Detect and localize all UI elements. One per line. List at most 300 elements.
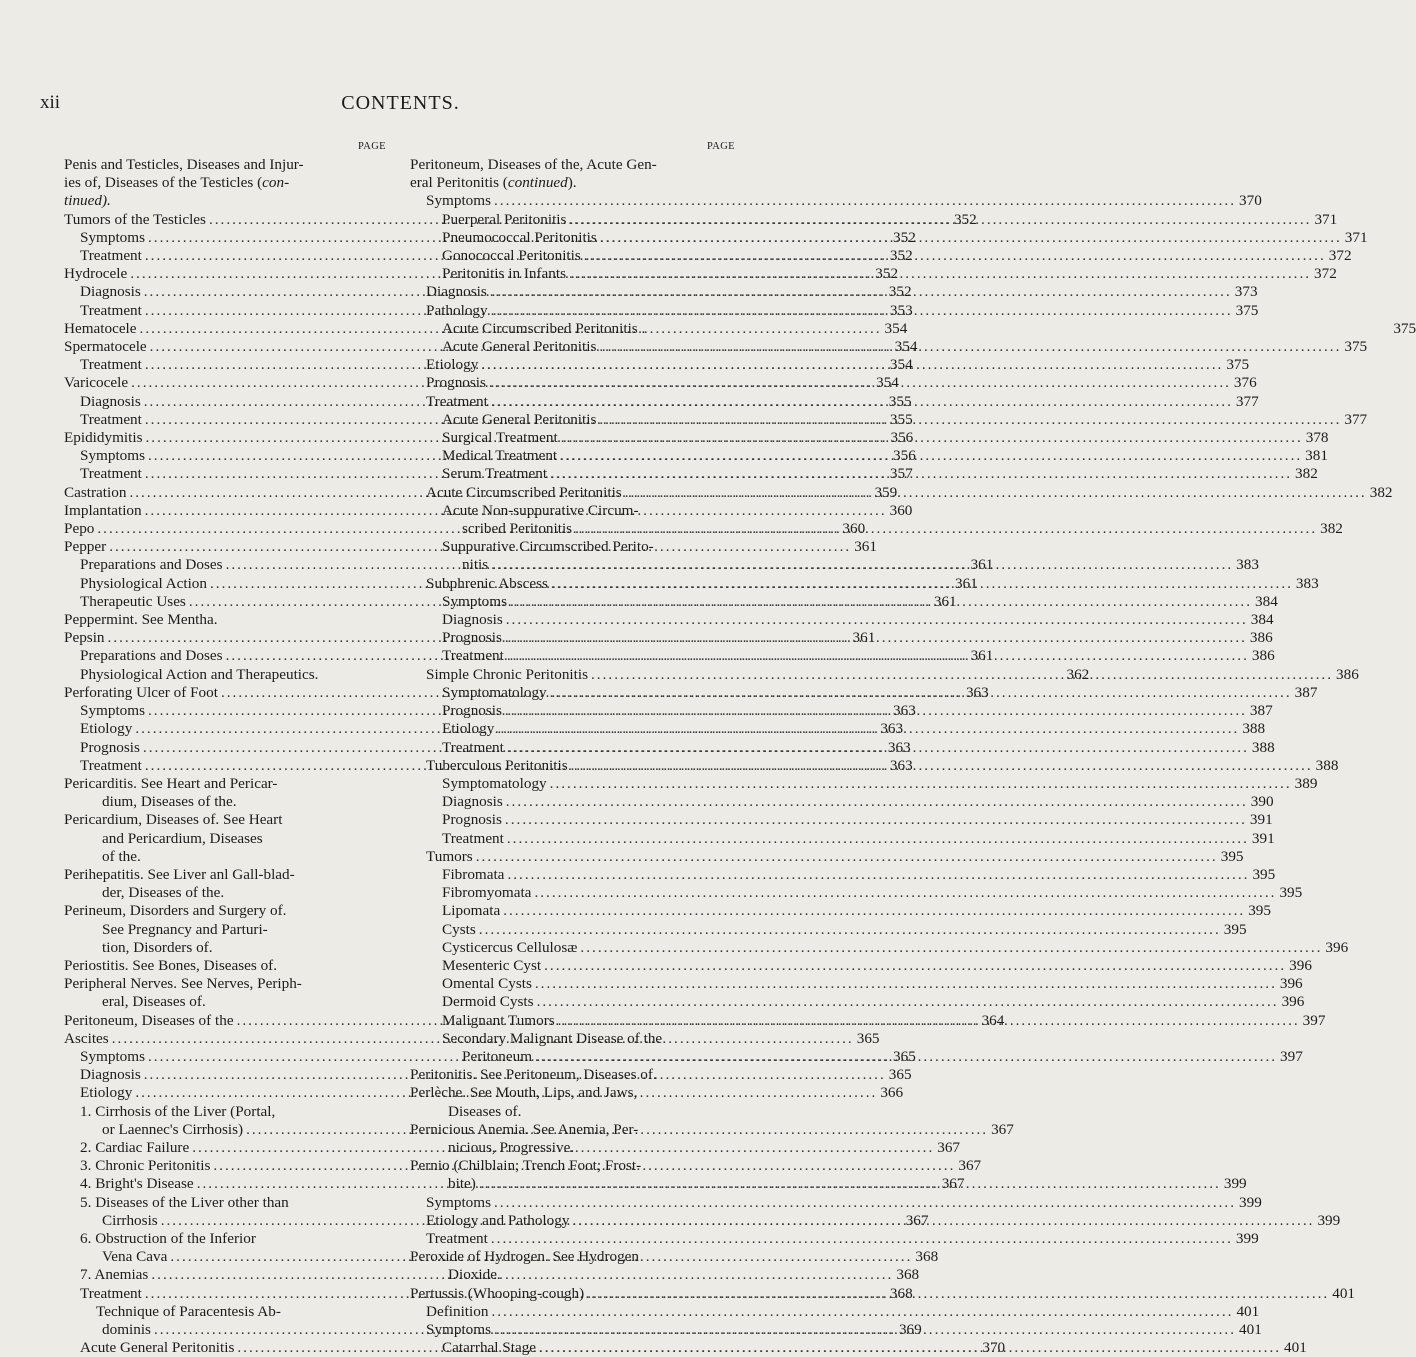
- entry-title: Symptoms: [80, 702, 145, 720]
- entry-page-number: 365: [893, 1047, 916, 1065]
- entry-title: Treatment: [80, 410, 142, 428]
- entry-page-number: 399: [1235, 1229, 1259, 1247]
- italic-continued: continued: [507, 174, 568, 192]
- leader-dots: [571, 757, 1313, 775]
- entry-page-number: 352: [893, 228, 916, 246]
- index-heading-line: [64, 811, 386, 829]
- entry-title: Treatment: [426, 1229, 488, 1247]
- entry-title: Pneumococcal Peritonitis: [442, 228, 597, 246]
- leader-dots: [481, 356, 1223, 374]
- entry-title: Treatment: [442, 829, 504, 847]
- index-heading-line: [64, 1303, 386, 1321]
- line-text: Pernicious Anemia. See Anemia, Per-: [410, 1120, 639, 1138]
- entry-title: Simple Chronic Peritonitis: [426, 665, 588, 683]
- entry-title: Acute General Peritonitis: [442, 410, 597, 428]
- line-text: Peripheral Nerves. See Nerves, Periph-: [64, 975, 302, 993]
- entry-title: bite): [448, 1175, 476, 1193]
- entry-title: Treatment: [426, 392, 488, 410]
- line-text: 6. Obstruction of the Inferior: [80, 1229, 256, 1247]
- entry-title: Symptomatology: [442, 683, 547, 701]
- entry-page-number: 360: [842, 520, 866, 538]
- entry-page-number: 363: [893, 702, 916, 720]
- index-entry: [410, 938, 1349, 957]
- index-entry: [410, 793, 1274, 811]
- line-text: der, Diseases of the.: [102, 884, 225, 902]
- entry-page-number: 377: [1235, 392, 1259, 410]
- index-entry: [64, 283, 912, 301]
- entry-page-number: 375: [1235, 301, 1259, 319]
- entry-page-number: 377: [1344, 410, 1368, 428]
- entry-page-number: 360: [889, 501, 913, 519]
- index-heading-line: [64, 1103, 386, 1121]
- entry-title: dominis: [102, 1321, 151, 1338]
- index-heading-line: [64, 156, 386, 174]
- index-heading-line: [64, 975, 386, 993]
- entry-page-number: 371: [1344, 228, 1368, 246]
- entry-page-number: 399: [1223, 1175, 1247, 1193]
- line-text: dium, Diseases of the.: [102, 793, 237, 811]
- entry-title: 7. Anemias: [80, 1266, 149, 1284]
- entry-title: Acute General Peritonitis: [80, 1339, 235, 1357]
- leader-dots: [535, 975, 1277, 993]
- leader-dots: [572, 1212, 1314, 1230]
- entry-title: Diagnosis: [442, 793, 503, 811]
- leader-dots: [550, 465, 1292, 483]
- entry-page-number: 363: [880, 720, 904, 738]
- entry-page-number: 361: [852, 629, 876, 647]
- line-text: Peritoneum, Diseases of the, Acute Gen-: [410, 156, 657, 173]
- leader-dots: [507, 866, 1249, 884]
- index-heading-line: [64, 902, 386, 920]
- index-heading-line: [410, 1066, 735, 1084]
- entry-page-number: 368: [896, 1266, 920, 1284]
- leader-dots: [584, 247, 1326, 265]
- line-text: eral Peritonitis (: [410, 174, 508, 192]
- index-heading-line: [410, 156, 735, 174]
- index-entry: [410, 902, 1271, 920]
- entry-page-number: 396: [1289, 956, 1312, 974]
- entry-title: Peritoneum: [462, 1047, 533, 1065]
- entry-page-number: 361: [954, 574, 978, 592]
- entry-page-number: 395: [1252, 865, 1276, 883]
- entry-title: Diagnosis: [80, 392, 141, 410]
- entry-title: Hydrocele: [64, 265, 128, 283]
- entry-title: Diagnosis: [442, 611, 503, 629]
- entry-title: Treatment: [80, 465, 142, 483]
- entry-page-number: 397: [1302, 1011, 1326, 1029]
- line-text: Secondary Malignant Disease of the: [442, 1029, 663, 1047]
- entry-title: Prognosis: [426, 374, 486, 392]
- entry-page-number: 352: [875, 265, 899, 283]
- entry-page-number: 375: [1393, 319, 1416, 337]
- entry-title: Omental Cysts: [442, 975, 532, 993]
- entry-page-number: 352: [889, 247, 913, 265]
- entry-page-number: 401: [1332, 1284, 1355, 1302]
- entry-title: 2. Cardiac Failure: [80, 1138, 190, 1156]
- entry-title: Varicocele: [64, 374, 129, 392]
- entry-title: Tumors of the Testicles: [64, 210, 206, 228]
- entry-page-number: 367: [937, 1138, 961, 1156]
- entry-title: Subphrenic Abscess: [426, 574, 548, 592]
- entry-page-number: 367: [905, 1211, 929, 1229]
- entry-title: Lipomata: [442, 902, 501, 920]
- entry-title: Pepper: [64, 538, 107, 556]
- closing-paren: ).: [567, 174, 577, 192]
- entry-title: Physiological Action and Therapeutics.: [80, 665, 319, 683]
- index-heading-line: [64, 611, 386, 629]
- entry-page-number: 363: [887, 738, 911, 756]
- leader-dots: [494, 1194, 1236, 1212]
- index-heading-line: [64, 1230, 386, 1248]
- entry-title: Prognosis: [442, 811, 502, 829]
- leader-dots: [561, 429, 1303, 447]
- leader-dots: [550, 775, 1292, 793]
- entry-title: Symptoms: [80, 228, 145, 246]
- leader-dots: [599, 411, 1341, 429]
- entry-page-number: 395: [1279, 884, 1303, 902]
- entry-title: Treatment: [80, 356, 142, 374]
- index-continuation-line: [64, 993, 386, 1011]
- index-continuation-line: [64, 830, 386, 848]
- entry-page-number: 370: [982, 1339, 1006, 1357]
- entry-page-number: 370: [1239, 192, 1262, 210]
- entry-title: Pertussis (Whooping-cough): [410, 1284, 585, 1302]
- entry-page-number: 372: [1328, 247, 1352, 265]
- line-text: Peroxide of Hydrogen. See Hydrogen: [410, 1248, 640, 1266]
- entry-page-number: 386: [1251, 647, 1275, 665]
- index-entry: [410, 884, 1303, 902]
- line-text: Acute Non-suppurative Circum-: [442, 501, 639, 519]
- entry-page-number: 361: [970, 647, 994, 665]
- entry-page-number: 354: [876, 374, 899, 392]
- line-text: Peritonitis. See Peritoneum, Diseases of.: [410, 1066, 657, 1084]
- leader-dots: [497, 720, 1239, 738]
- entry-title: Etiology: [80, 1084, 133, 1102]
- index-heading-line: [410, 502, 735, 520]
- leader-dots: [491, 302, 1233, 320]
- leader-dots: [537, 993, 1279, 1011]
- entry-page-number: 389: [1294, 774, 1318, 792]
- entry-title: Diagnosis: [80, 1066, 141, 1084]
- leader-dots: [560, 447, 1302, 465]
- line-text: 1. Cirrhosis of the Liver (Portal,: [80, 1102, 276, 1120]
- entry-page-number: 367: [991, 1120, 1014, 1138]
- entry-title: Treatment: [80, 301, 142, 319]
- entry-page-number: 401: [1236, 1302, 1260, 1320]
- leader-dots: [569, 211, 1311, 229]
- line-text: Pericarditis. See Heart and Pericar-: [64, 774, 278, 792]
- leader-dots: [510, 593, 1252, 611]
- entry-page-number: 354: [889, 356, 913, 374]
- entry-page-number: 353: [889, 301, 913, 319]
- leader-dots: [551, 575, 1293, 593]
- entry-title: Dermoid Cysts: [442, 993, 534, 1011]
- page-number: xii: [40, 92, 61, 113]
- entry-page-number: 375: [1344, 338, 1368, 356]
- index-continuation-line: [64, 939, 386, 957]
- entry-title: Fibromata: [442, 865, 505, 883]
- line-text: Periostitis. See Bones, Diseases of.: [64, 956, 278, 974]
- entry-page-number: 366: [880, 1084, 904, 1102]
- index-entry: [410, 847, 1244, 866]
- index-heading-line: [410, 1084, 735, 1102]
- entry-title: Prognosis: [80, 738, 140, 756]
- index-heading-line: [410, 1157, 735, 1175]
- entry-title: Serum Treatment: [442, 465, 548, 483]
- entry-page-number: 355: [888, 392, 912, 410]
- entry-title: Treatment: [442, 738, 504, 756]
- entry-page-number: 395: [1248, 902, 1271, 920]
- entry-title: Symptoms: [442, 592, 507, 610]
- entry-title: Acute Circumscribed Peritonitis: [426, 483, 622, 501]
- entry-page-number: 363: [889, 756, 913, 774]
- index-heading-line: [64, 957, 386, 975]
- leader-dots: [507, 739, 1249, 757]
- entry-title: Etiology and Pathology: [426, 1211, 570, 1229]
- index-continuation-line: [64, 921, 386, 939]
- entry-page-number: 364: [981, 1011, 1005, 1029]
- entry-page-number: 354: [884, 319, 908, 337]
- entry-page-number: 395: [1223, 920, 1247, 938]
- entry-page-number: 388: [1242, 720, 1266, 738]
- entry-title: Perforating Ulcer of Foot: [64, 683, 218, 701]
- entry-page-number: 356: [893, 447, 916, 465]
- index-heading-line: [410, 174, 735, 192]
- entry-page-number: 365: [856, 1029, 880, 1047]
- leader-dots: [494, 1321, 1236, 1339]
- index-heading-line: [64, 192, 386, 210]
- leader-dots: [600, 229, 1342, 247]
- entry-page-number: 363: [965, 683, 989, 701]
- index-entry: [410, 956, 1312, 975]
- line-text: See Pregnancy and Parturi-: [102, 920, 268, 938]
- line-text: Suppurative Circumscribed Perito-: [442, 538, 654, 556]
- leader-dots: [505, 811, 1247, 829]
- entry-page-number: 378: [1305, 429, 1329, 447]
- entry-title: Pathology: [426, 301, 488, 319]
- leader-dots: [506, 611, 1248, 629]
- entry-title: 4. Bright's Disease: [80, 1175, 194, 1193]
- entry-page-number: 361: [970, 556, 994, 574]
- line-text: eral, Diseases of.: [102, 993, 206, 1011]
- leader-dots: [494, 192, 1236, 210]
- entry-page-number: 359: [874, 483, 898, 501]
- entry-page-number: 396: [1325, 938, 1349, 956]
- entry-title: Acute Circumscribed Peritonitis .: [442, 319, 646, 337]
- entry-title: Medical Treatment: [442, 447, 558, 465]
- leader-dots: [491, 1303, 1233, 1321]
- entry-page-number: 361: [854, 538, 877, 556]
- column-page-label: PAGE: [706, 141, 735, 152]
- entry-title: Treatment: [80, 247, 142, 265]
- entry-page-number: 396: [1279, 975, 1303, 993]
- index-entry: [410, 774, 1318, 793]
- entry-page-number: 365: [888, 1066, 912, 1084]
- entry-title: Mesenteric Cyst: [442, 956, 542, 974]
- leader-dots: [544, 957, 1286, 975]
- index-entry: [410, 811, 1273, 829]
- entry-title: Prognosis: [442, 629, 502, 647]
- index-entry: [410, 993, 1305, 1011]
- entry-title: Etiology: [426, 356, 479, 374]
- entry-page-number: 368: [915, 1248, 939, 1266]
- entry-page-number: 356: [890, 429, 914, 447]
- entry-title: Malignant Tumors: [442, 1011, 555, 1029]
- index-entry: [410, 829, 1275, 848]
- line-text: of the.: [102, 847, 141, 865]
- entry-title: Surgical Treatment: [442, 429, 558, 447]
- entry-page-number: 388: [1315, 756, 1339, 774]
- entry-page-number: 372: [1314, 265, 1337, 283]
- leader-dots: [591, 666, 1333, 684]
- entry-title: Hematocele: [64, 319, 137, 337]
- column-page-label: PAGE: [357, 141, 386, 152]
- leader-dots: [476, 848, 1218, 866]
- index-heading-line: [64, 174, 386, 192]
- page-title: CONTENTS.: [341, 92, 460, 114]
- entry-page-number: 387: [1294, 683, 1318, 701]
- entry-page-number: 383: [1295, 574, 1319, 592]
- entry-page-number: 387: [1249, 702, 1273, 720]
- entry-page-number: 386: [1336, 665, 1359, 683]
- entry-title: Tumors: [426, 847, 473, 865]
- index-continuation-line: [64, 793, 386, 811]
- italic-con: con-: [262, 174, 290, 192]
- line-text: ies of, Diseases of the Testicles (: [64, 174, 263, 192]
- index-heading-line: [64, 775, 386, 793]
- leader-dots: [489, 374, 1231, 392]
- line-text: Peppermint. See Mentha.: [64, 611, 218, 629]
- entry-title: Peritoneum, Diseases of the: [64, 1011, 234, 1029]
- leader-dots: [490, 283, 1232, 301]
- entry-page-number: 375: [1226, 356, 1250, 374]
- line-text: Penis and Testicles, Diseases and Injur-: [64, 156, 304, 173]
- entry-page-number: 399: [1239, 1193, 1262, 1211]
- leader-dots: [550, 684, 1292, 702]
- index-entry: [64, 720, 904, 738]
- index-heading-line: [410, 1248, 735, 1266]
- entry-title: Etiology: [80, 720, 133, 738]
- line-text: Diseases of.: [448, 1102, 522, 1120]
- entry-page-number: 376: [1233, 374, 1257, 392]
- line-text: 5. Diseases of the Liver other than: [80, 1193, 289, 1211]
- entry-title: Pepo: [64, 520, 95, 538]
- leader-dots: [491, 1230, 1233, 1248]
- entry-title: Therapeutic Uses: [80, 592, 186, 610]
- line-text: and Pericardium, Diseases: [102, 829, 263, 847]
- leader-dots: [587, 1285, 1329, 1303]
- entry-title: Symptoms: [80, 447, 145, 465]
- entry-title: Symptoms: [426, 1321, 491, 1338]
- entry-title: Cysts: [442, 920, 476, 938]
- entry-title: Preparations and Doses: [80, 647, 223, 665]
- leader-dots: [505, 629, 1247, 647]
- index-entry: [410, 192, 1262, 210]
- entry-page-number: 396: [1281, 993, 1305, 1011]
- line-text: Perineum, Disorders and Surgery of.: [64, 902, 287, 920]
- entry-page-number: 373: [1234, 283, 1258, 301]
- entry-title: Symptoms: [80, 1047, 145, 1065]
- entry-page-number: 357: [889, 465, 913, 483]
- leader-dots: [503, 902, 1245, 920]
- leader-dots: [479, 1175, 1221, 1193]
- entry-title: Etiology: [442, 720, 495, 738]
- entry-title: Gonococcal Peritonitis: [442, 247, 581, 265]
- entry-page-number: 367: [958, 1157, 982, 1175]
- entry-page-number: 367: [941, 1175, 965, 1193]
- entry-title: Ascites: [64, 1029, 109, 1047]
- entry-title: Definition: [426, 1302, 489, 1320]
- entry-page-number: 391: [1251, 829, 1275, 847]
- leader-dots: [575, 520, 1317, 538]
- index-entry: [410, 865, 1276, 884]
- index-entry: [410, 1229, 1259, 1248]
- entry-page-number: 352: [888, 283, 912, 301]
- entry-title: Symptoms: [426, 1193, 491, 1211]
- index-heading-line: [410, 538, 735, 556]
- entry-title: Symptoms: [426, 192, 491, 210]
- entry-title: Diagnosis: [80, 283, 141, 301]
- entry-page-number: 390: [1250, 793, 1274, 811]
- entry-page-number: 368: [889, 1284, 913, 1302]
- entry-title: Spermatocele: [64, 338, 147, 356]
- entry-page-number: 397: [1280, 1047, 1303, 1065]
- leader-dots: [491, 556, 1233, 574]
- entry-title: Catarrhal Stage: [442, 1339, 537, 1357]
- entry-title: Cirrhosis: [102, 1211, 158, 1229]
- entry-page-number: 371: [1314, 210, 1338, 228]
- entry-title: Treatment: [80, 1284, 142, 1302]
- entry-title: Vena Cava: [102, 1248, 168, 1266]
- line-text: Pericardium, Diseases of. See Heart: [64, 811, 283, 829]
- line-text: Pernio (Chilblain; Trench Foot; Frost-: [410, 1157, 642, 1175]
- entry-page-number: 369: [898, 1321, 922, 1338]
- entry-page-number: 382: [1295, 465, 1318, 483]
- entry-page-number: 354: [894, 338, 918, 356]
- entry-title: Diagnosis: [426, 283, 487, 301]
- leader-dots: [599, 338, 1341, 356]
- entry-page-number: 361: [933, 592, 957, 610]
- leader-dots: [539, 1339, 1281, 1357]
- leader-dots: [506, 793, 1248, 811]
- entry-title: nitis: [462, 556, 489, 574]
- entry-title: Tuberculous Peritonitis: [426, 756, 568, 774]
- leader-dots: [625, 484, 1367, 502]
- entry-title: Implantation: [64, 501, 142, 519]
- entry-title: Cysticercus Cellulosæ: [442, 938, 578, 956]
- leader-dots: [507, 830, 1249, 848]
- entry-page-number: 399: [1317, 1211, 1341, 1229]
- entry-title: Prognosis: [442, 702, 502, 720]
- entry-page-number: 388: [1251, 738, 1275, 756]
- line-text: Perlèche. See Mouth, Lips, and Jaws,: [410, 1084, 638, 1102]
- entry-page-number: 401: [1239, 1321, 1262, 1338]
- leader-dots: [479, 921, 1221, 939]
- index-continuation-line: [410, 1266, 735, 1284]
- entry-title: 3. Chronic Peritonitis: [80, 1157, 211, 1175]
- entry-title: Physiological Action: [80, 574, 207, 592]
- leader-dots: [535, 1048, 1277, 1066]
- entry-page-number: 391: [1249, 811, 1273, 829]
- index-entry: [410, 611, 1274, 629]
- entry-title: Treatment: [80, 756, 142, 774]
- line-text: Technique of Paracentesis Ab-: [96, 1302, 281, 1320]
- line-text: tinued).: [64, 192, 111, 210]
- entry-title: Acute General Peritonitis: [442, 338, 597, 356]
- index-continuation-line: [410, 1139, 735, 1157]
- index-entry: [410, 1302, 1260, 1321]
- leader-dots: [491, 393, 1233, 411]
